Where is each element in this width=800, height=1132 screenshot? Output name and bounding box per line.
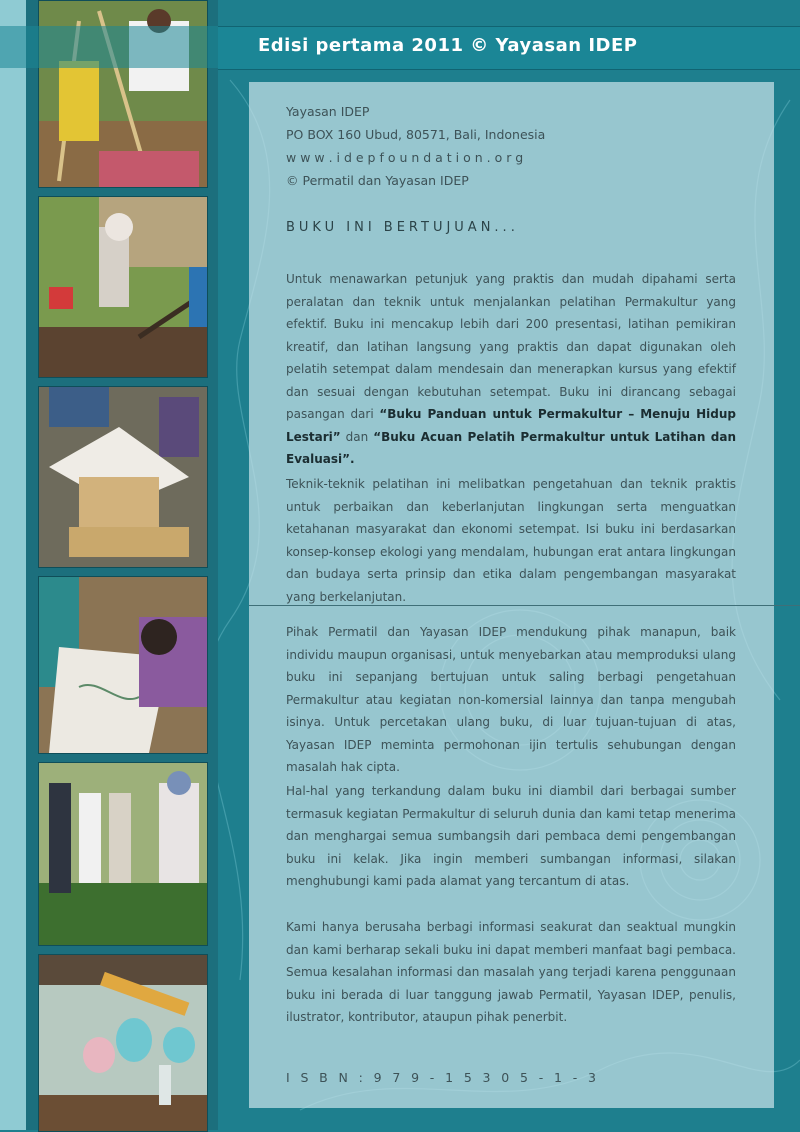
photo-balloons-activity xyxy=(38,954,208,1132)
left-decorative-strip xyxy=(0,0,26,1130)
photo-digging-soil xyxy=(38,196,208,378)
book-title-acuan: “Buku Acuan Pelatih Permakultur untuk Latihan dan Evaluasi”. xyxy=(286,429,736,466)
photo-cardboard-model xyxy=(38,386,208,568)
divider-line xyxy=(249,605,800,606)
content-panel xyxy=(249,82,774,1108)
publisher-name: Yayasan IDEP xyxy=(286,104,370,119)
isbn-number: I S B N : 9 7 9 - 1 5 3 0 5 - 1 - 3 xyxy=(286,1070,600,1085)
book-title-panduan: “Buku Panduan untuk Permakultur – Menuju Hidup Lestari” xyxy=(286,407,736,444)
paragraph-techniques: Teknik-teknik pelatihan ini melibatkan pengetahuan dan teknik praktis untuk perbaikan dan keberlanjutan lingkungan serta menguatkan ketahanan masyarakat dan ekonomi setempat. Isi buku ini berdasarkan konsep-konsep ekologi yang mendalam, hubungan erat antara lingkungan dan budaya serta prinsip dan etika dalam pengembangan masyarakat yang berkelanjutan. xyxy=(286,477,736,604)
photo-garden-group xyxy=(38,762,208,946)
paragraph-sources: Hal-hal yang terkandung dalam buku ini diambil dari berbagai sumber termasuk kegiatan Permakultur di seluruh dunia dan kami tetap menerima dan menghargai semua sumbangsih dari pembaca demi pengembangan buku ini kelak. Jika ingin memberi sumbangan informasi, silakan menghubungi kami pada alamat yang tercantum di atas. xyxy=(286,784,736,888)
photo-column xyxy=(26,0,218,1130)
copyright-line: © Permatil dan Yayasan IDEP xyxy=(286,173,469,188)
section-heading: BUKU INI BERTUJUAN... xyxy=(286,220,519,235)
website-link[interactable]: w w w . i d e p f o u n d a t i o n . o r g xyxy=(286,150,524,165)
paragraph-permission: Pihak Permatil dan Yayasan IDEP mendukung pihak manapun, baik individu maupun organisasi, untuk menyebarkan atau memproduksi ulang buku ini sepanjang bertujuan untuk saling berbagi pengetahuan Permakultur atau kegiatan non-komersial lainnya dan tanpa mengubah isinya. Untuk percetakan ulang buku, di luar tujuan-tujuan di atas, Yayasan IDEP meminta permohonan ijin tertulis sehubungan dengan masalah hak cipta. xyxy=(286,625,736,774)
publisher-address xyxy=(286,100,545,192)
photo-map-drawing xyxy=(38,576,208,754)
title-band-overlay xyxy=(0,26,218,68)
paragraph-disclaimer: Kami hanya berusaha berbagi informasi seakurat dan seaktual mungkin dan kami berharap sekali buku ini dapat memberi manfaat bagi pembaca. Semua kesalahan informasi dan masalah yang terjadi karena penggunaan buku ini berada di luar tanggung jawab Permatil, Yayasan IDEP, penulis, ilustrator, kontributor, ataupun pihak penerbit. xyxy=(286,920,736,1024)
paragraph-purpose: Untuk menawarkan petunjuk yang praktis dan mudah dipahami serta peralatan dan teknik untuk menjalankan pelatihan Permakultur yang efektif. Buku ini mencakup lebih dari 200 presentasi, latihan pemikiran kreatif, dan latihan langsung yang praktis dan dapat digunakan oleh pelatih setempat dalam mendesain dan menerapkan kursus yang efektif dan sesuai dengan kebutuhan setempat. Buku ini dirancang sebagai pasangan dari “Buku Panduan untuk Permakultur – Menuju Hidup Lestari” dan “Buku Acuan Pelatih Permakultur untuk Latihan dan Evaluasi”. xyxy=(286,272,736,466)
edition-title: Edisi pertama 2011 © Yayasan IDEP xyxy=(258,35,638,56)
postal-address: PO BOX 160 Ubud, 80571, Bali, Indonesia xyxy=(286,127,546,142)
title-band xyxy=(218,26,800,70)
